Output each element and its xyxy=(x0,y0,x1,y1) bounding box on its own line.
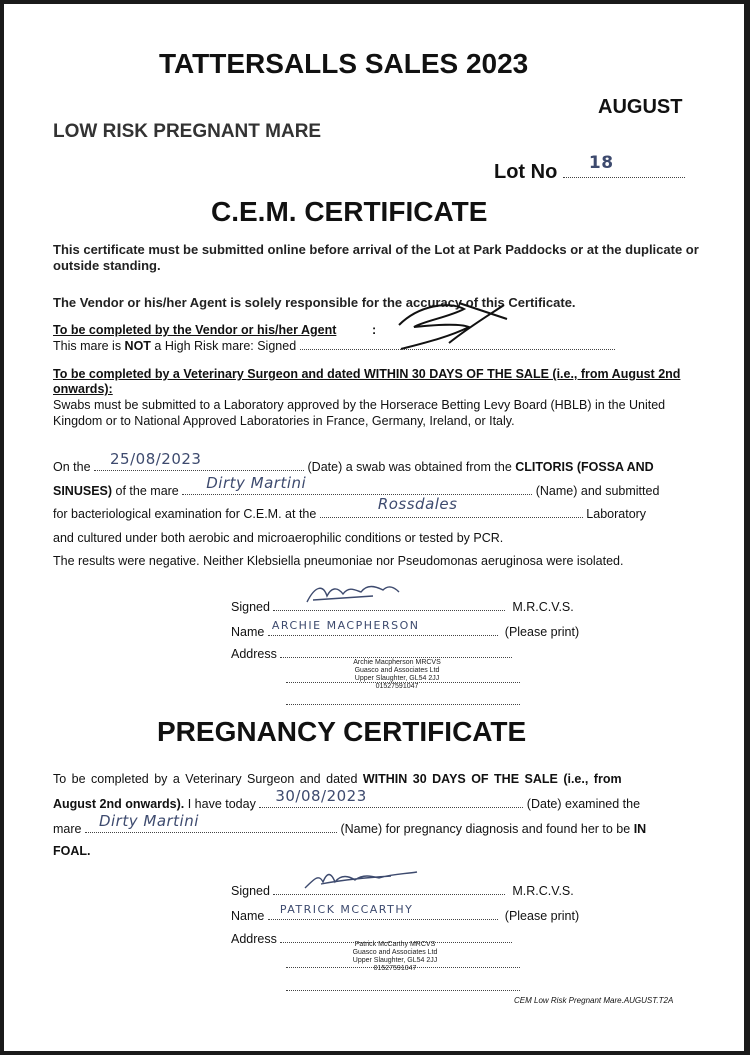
lot-field xyxy=(563,153,685,178)
cem-heading: C.E.M. CERTIFICATE xyxy=(211,196,488,227)
cem-signature-field xyxy=(273,600,505,611)
preg-address-line: Address xyxy=(231,932,512,946)
pregnancy-heading: PREGNANCY CERTIFICATE xyxy=(157,716,527,747)
results-note: The results were negative. Neither Klebsiella pneumoniae nor Pseudomonas aeruginosa were isolated. xyxy=(53,554,624,568)
cem-signed-line: Signed M.R.C.V.S. xyxy=(231,600,574,614)
preg-vet-signature xyxy=(301,868,421,894)
vendor-line: This mare is NOT a High Risk mare: Signed xyxy=(53,339,615,353)
preg-vet-stamp: Patrick McCarthy MRCVS Guasco and Associates Ltd Upper Slaughter, GL54 2JJ 01527591047 xyxy=(352,941,438,972)
swab-instructions: Swabs must be submitted to a Laboratory approved by the Horserace Betting Levy Board (HBLB) in the United Kingdom or to National Approved Laboratories in France, Germany, Ireland, or Italy. xyxy=(53,398,666,428)
pregnancy-date-field xyxy=(259,787,523,808)
cem-vet-name-value: ARCHIE MACPHERSON xyxy=(271,619,420,632)
preg-signature-field xyxy=(273,884,505,895)
form-code: CEM Low Risk Pregnant Mare.AUGUST.T2A xyxy=(514,996,674,1005)
mare-name-value: Dirty Martini xyxy=(206,474,307,492)
pregnancy-line-4: FOAL. xyxy=(53,844,91,858)
responsibility-note: The Vendor or his/her Agent is solely responsible for the accuracy of this Certificate. xyxy=(53,295,576,310)
vendor-heading: To be completed by the Vendor or his/her Agent xyxy=(53,323,337,337)
preg-signed-line: Signed M.R.C.V.S. xyxy=(231,884,574,898)
pregnancy-line-3: mare Dirty Martini (Name) for pregnancy diagnosis and found her to be IN xyxy=(53,812,647,836)
preg-name-line: Name PATRICK MCCARTHY (Please print) xyxy=(231,903,580,923)
lot-number xyxy=(494,153,685,184)
lab-field xyxy=(320,495,583,518)
category-label: LOW RISK PREGNANT MARE xyxy=(53,121,322,142)
mare-line: SINUSES) of the mare Dirty Martini (Name) and submitted xyxy=(53,474,660,498)
pregnancy-mare-field xyxy=(85,812,337,833)
lab-name-value: Rossdales xyxy=(377,495,458,513)
vet-heading: To be completed by a Veterinary Surgeon and dated WITHIN 30 DAYS OF THE SALE (i.e., from August 2nd onwards): xyxy=(53,367,681,396)
cem-vet-signature xyxy=(303,580,403,608)
preg-vet-name-value: PATRICK MCCARTHY xyxy=(279,903,414,916)
swab-date-field xyxy=(94,450,304,471)
page-title: TATTERSALLS SALES 2023 xyxy=(159,48,529,79)
sale-month: AUGUST xyxy=(598,96,683,118)
swab-date-line: On the 25/08/2023 (Date) a swab was obtained from the CLITORIS (FOSSA AND xyxy=(53,450,654,474)
lot-value: 18 xyxy=(588,153,614,173)
swab-date-value: 25/08/2023 xyxy=(110,450,202,468)
pregnancy-date-value: 30/08/2023 xyxy=(275,787,367,805)
pregnancy-mare-value: Dirty Martini xyxy=(98,812,199,830)
lab-line: for bacteriological examination for C.E.M. at the Rossdales Laboratory xyxy=(53,495,647,521)
vendor-signed-field xyxy=(300,339,615,350)
pregnancy-line-2: August 2nd onwards). I have today 30/08/2023 (Date) examined the xyxy=(53,787,641,811)
culture-note: and cultured under both aerobic and microaerophilic conditions or tested by PCR. xyxy=(53,531,504,545)
certificate-page: TATTERSALLS SALES 2023 AUGUST LOW RISK PREGNANT MARE Lot No 18 C.E.M. CERTIFICATE This certificate must be submitted online before arrival of the Lot at Park Paddocks or at the duplicate or outside standing. The Vendor or his/her Agent is solely responsible for the accuracy of this Certificate. To be completed by the Vendor or his/her Agent : This mare is NOT a High Risk mare: Signed To be completed by a Veterinary Surgeon and dated WITHIN 30 DAYS OF THE SALE (i.e., from August 2nd onwards): Swabs must be submitted to a Laboratory approved by the Horserace Betting Levy Board (HBLB) in the United Kingdom or to National Approved Laboratories in France, Germany, Ireland, or Italy. On the 25/08/2023 (Date) a swab was obtained from the CLITORIS (FOSSA AND SINUSES) of the mare Dirty Martini (Name) and submitted for bacteriological examination for C.E.M. at the Rossdales Laboratory and cultured under both aerobic and microaerophilic conditions or tested by PCR. The results were negative. Neither Klebsiella pneumoniae nor Pseudomonas aeruginosa were isolated. Signed M.R.C.V.S. Name ARCHIE MACPHERSON (Please print) Address Archie Macpherson MRCVS Guasco and Associates Ltd Upper Slaughter, GL54 2JJ 01527591047 PREGNANCY CERTIFICATE To be completed by a Veterinary Surgeon and dated WITHIN 30 DAYS OF THE SALE (i.e., from August 2nd onwards). I have today 30/08/2023 (Date) examined the mare Dirty Martini (Name) for pregnancy diagnosis and found her to be IN FOAL. Signed M.R.C.V.S. Name PATRICK MCCARTHY (Please print) Address Patrick McCarthy MRCVS Guasco and Associates Ltd Upper Slaughter, GL54 2JJ 01527591047 CEM Low Risk Pregnant Mare.AUGUST.T2A xyxy=(4,4,744,1051)
cem-address-line: Address xyxy=(231,647,512,661)
cem-name-line: Name ARCHIE MACPHERSON (Please print) xyxy=(231,619,580,639)
lot-label: Lot No xyxy=(494,161,558,183)
cem-vet-stamp: Archie Macpherson MRCVS Guasco and Associates Ltd Upper Slaughter, GL54 2JJ 01527591047 xyxy=(353,659,441,690)
cem-intro: This certificate must be submitted online before arrival of the Lot at Park Paddocks or at the duplicate or outside standing. xyxy=(53,242,699,273)
pregnancy-line-1: To be completed by a Veterinary Surgeon and dated WITHIN 30 DAYS OF THE SALE (i.e., from xyxy=(53,772,622,786)
